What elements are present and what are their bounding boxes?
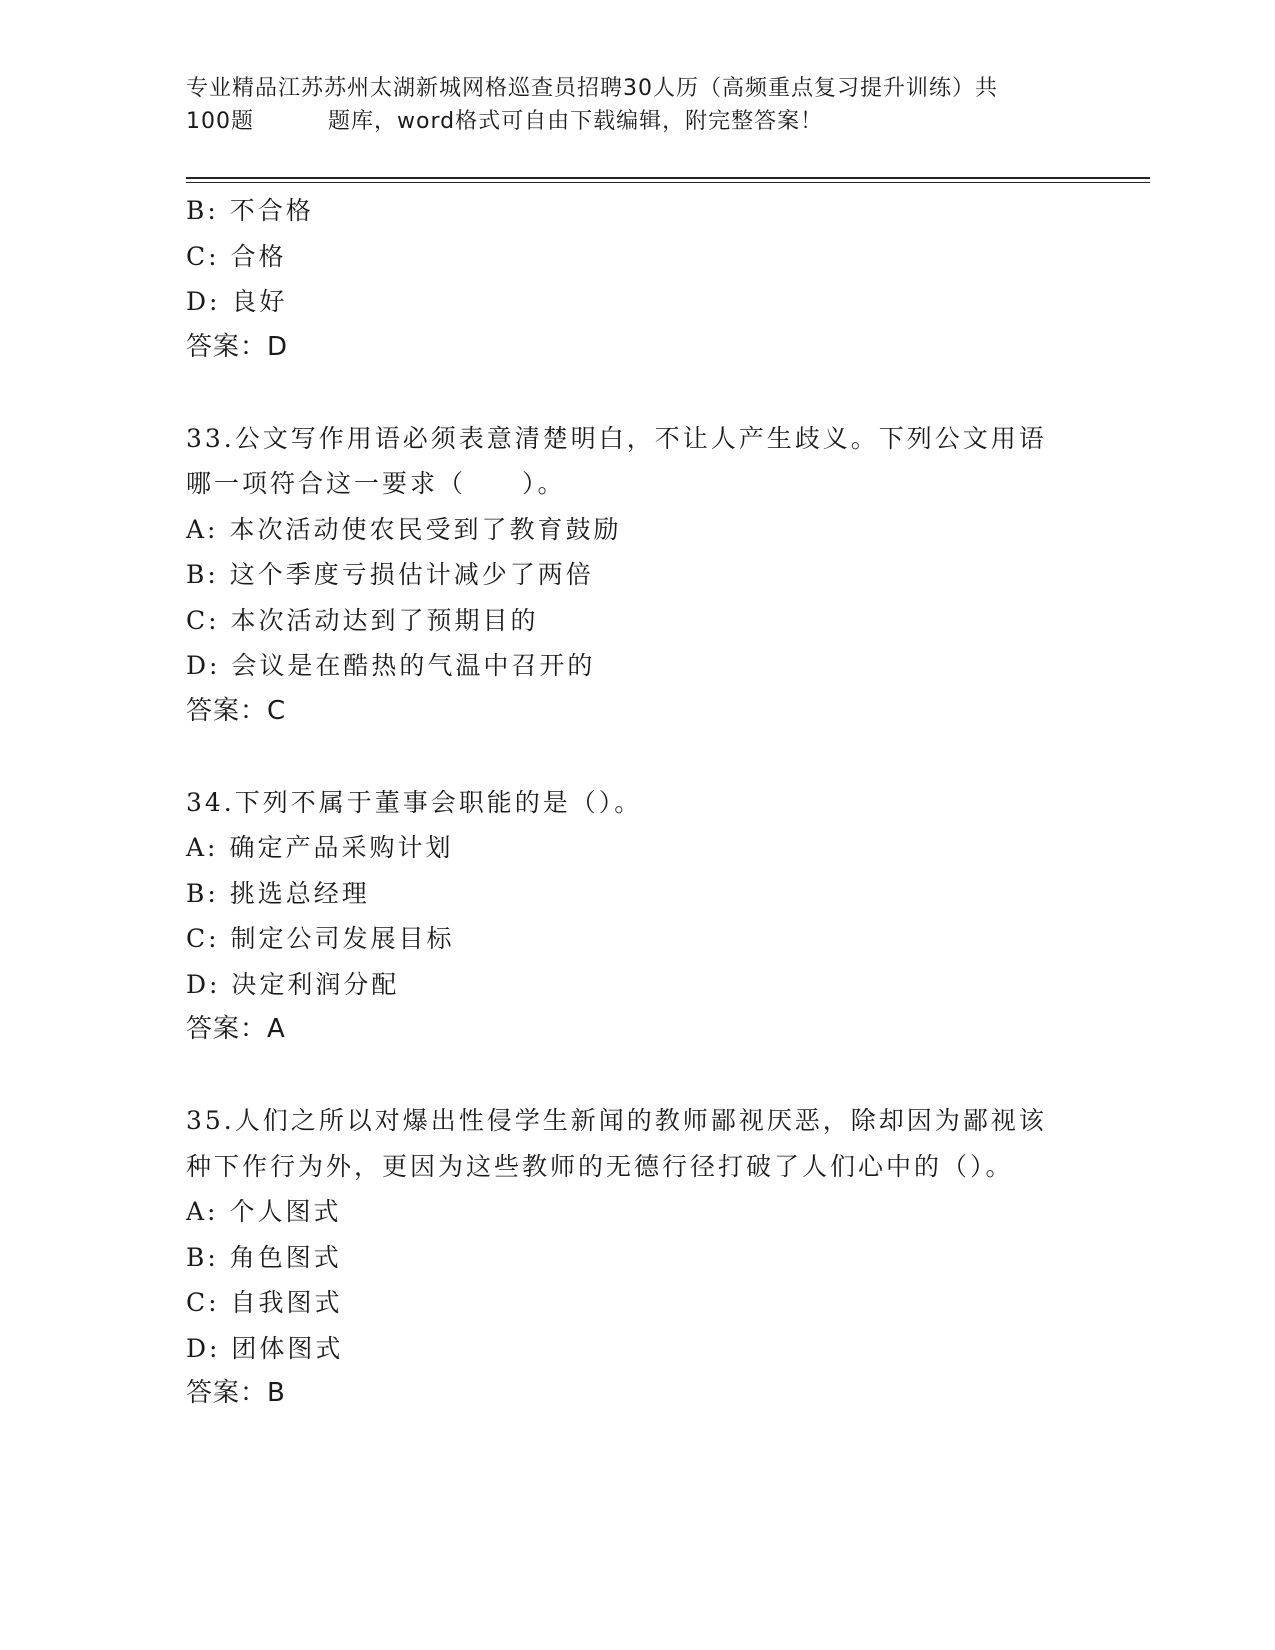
option-d: D: 团体图式	[186, 1333, 344, 1363]
header-subtitle: 题库，word格式可自由下载编辑，附完整答案！	[328, 109, 824, 134]
option-d: D: 良好	[186, 287, 288, 316]
answer: 答案：B	[186, 1378, 286, 1408]
answer: 答案：C	[186, 695, 287, 726]
option-c: C: 自我图式	[186, 1288, 343, 1317]
question-text: 35.人们之所以对爆出性侵学生新闻的教师鄙视厌恶，除却因为鄙视该	[186, 1106, 1047, 1135]
question-text: 34.下列不属于董事会职能的是（）。	[186, 787, 643, 817]
answer: 答案：A	[186, 1014, 286, 1044]
option-c: C: 合格	[186, 241, 287, 271]
header-title-line-2	[186, 105, 1066, 138]
option-b: B: 这个季度亏损估计减少了两倍	[186, 560, 594, 589]
question-block-33	[186, 416, 1086, 735]
page-header	[186, 72, 1066, 138]
option-b: B: 挑选总经理	[186, 878, 370, 908]
option-b: B: 角色图式	[186, 1242, 342, 1272]
header-divider-thick	[186, 177, 1150, 179]
option-a: A: 个人图式	[186, 1197, 342, 1226]
question-block-32	[186, 188, 1086, 370]
option-b: B: 不合格	[186, 196, 314, 225]
question-text-continued: 哪一项符合这一要求（ ）。	[186, 469, 566, 498]
option-c: C: 本次活动达到了预期目的	[186, 605, 539, 635]
question-block-35	[186, 1098, 1086, 1417]
question-count: 100题	[186, 109, 254, 134]
option-a: A: 本次活动使农民受到了教育鼓励	[186, 514, 622, 544]
header-title-line-1: 专业精品江苏苏州太湖新城网格巡查员招聘30人历（高频重点复习提升训练）共	[186, 76, 998, 101]
question-text: 33.公文写作用语必须表意清楚明白，不让人产生歧义。下列公文用语	[186, 423, 1047, 453]
option-d: D: 决定利润分配	[186, 969, 400, 999]
question-list	[186, 188, 1086, 1417]
answer: 答案：D	[186, 331, 289, 362]
option-d: D: 会议是在酷热的气温中召开的	[186, 651, 596, 680]
option-a: A: 确定产品采购计划	[186, 833, 454, 862]
option-c: C: 制定公司发展目标	[186, 924, 455, 953]
header-divider-thin	[186, 182, 1150, 183]
question-block-34	[186, 780, 1086, 1053]
question-text-continued: 种下作行为外，更因为这些教师的无德行径打破了人们心中的（）。	[186, 1151, 1014, 1181]
